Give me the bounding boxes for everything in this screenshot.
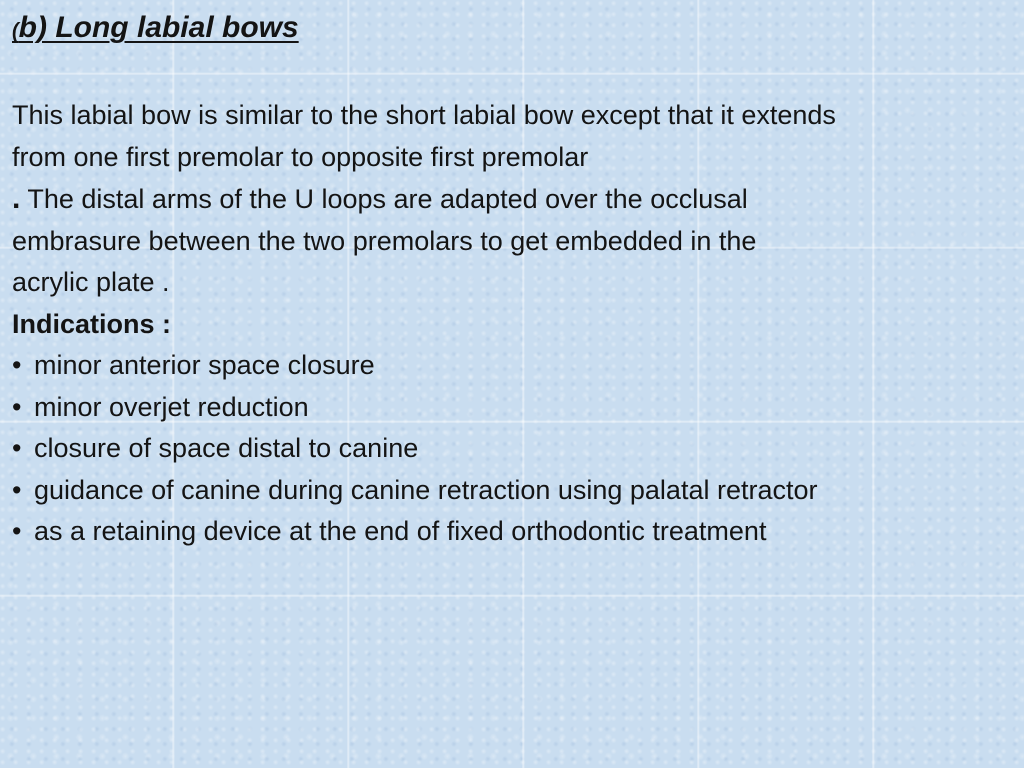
list-item-text: guidance of canine during canine retraction using palatal retractor <box>34 474 818 505</box>
list-item <box>12 511 1012 553</box>
list-item <box>12 470 1012 512</box>
list-item-text: minor anterior space closure <box>34 350 375 380</box>
title-paren: ( <box>12 20 19 42</box>
list-item <box>12 345 1012 387</box>
bullet-icon: • <box>12 433 22 463</box>
list-item <box>12 387 1012 429</box>
list-item <box>12 428 1012 470</box>
detail-line-2: embrasure between the two premolars to get embedded in the <box>12 225 757 256</box>
dot-lead: . <box>12 182 21 215</box>
bullet-icon: • <box>12 516 22 546</box>
list-item-text: minor overjet reduction <box>34 391 309 422</box>
title-text: b) Long labial bows <box>18 11 299 44</box>
slide-body <box>12 95 1012 553</box>
detail-line-3: acrylic plate . <box>12 267 170 297</box>
bullet-icon: • <box>12 391 22 422</box>
bullet-icon: • <box>12 474 22 505</box>
intro-line-1: This labial bow is similar to the short labial bow except that it extends <box>12 100 836 130</box>
list-item-text: closure of space distal to canine <box>34 433 419 463</box>
slide-title <box>12 10 299 46</box>
list-item-text: as a retaining device at the end of fixed orthodontic treatment <box>34 516 767 546</box>
intro-line-2: from one first premolar to opposite first premolar <box>12 141 589 172</box>
detail-line-1-text: The distal arms of the U loops are adapted over the occlusal <box>20 184 748 214</box>
indications-list <box>12 345 1012 553</box>
detail-line-1 <box>12 178 1012 221</box>
bullet-icon: • <box>12 350 22 380</box>
indications-heading: Indications : <box>12 308 172 339</box>
